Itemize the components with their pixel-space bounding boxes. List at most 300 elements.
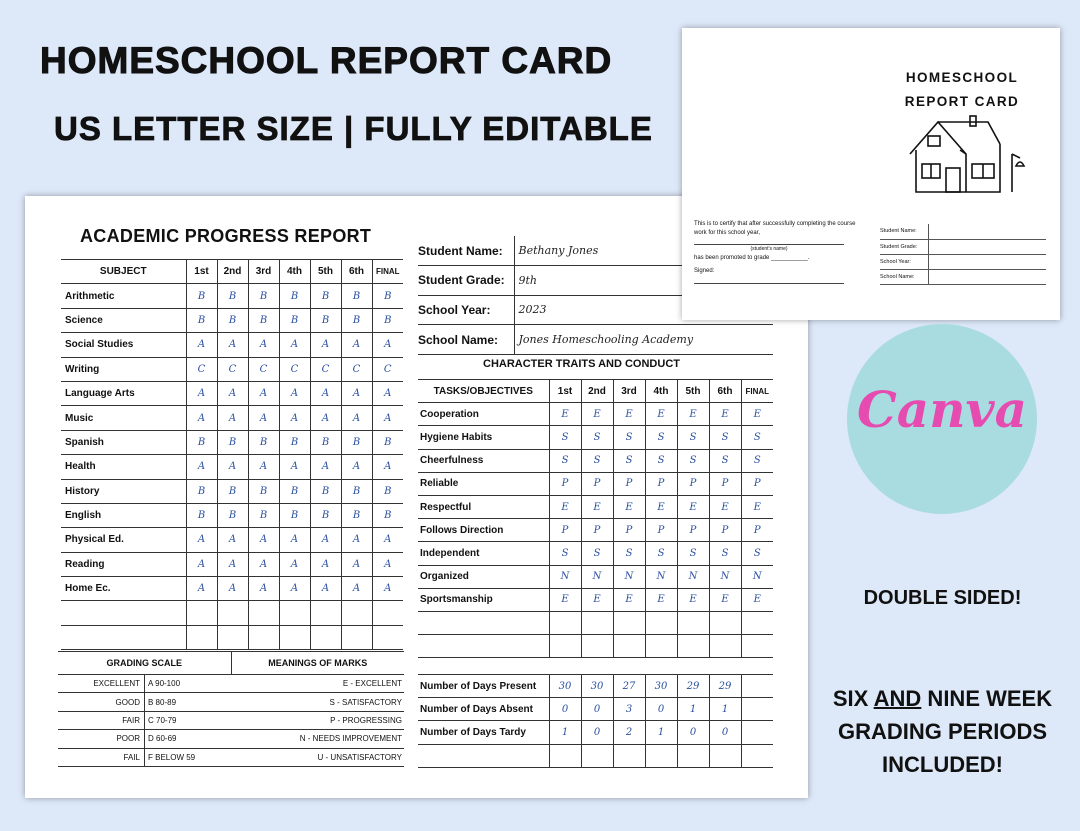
meanings-title: MEANINGS OF MARKS: [231, 652, 405, 674]
attendance-cell: 29: [709, 675, 741, 698]
table-row: [61, 552, 403, 576]
mark-cell: [741, 611, 773, 634]
grade-cell: A: [279, 406, 310, 430]
product-title: HOMESCHOOL REPORT CARD: [40, 40, 613, 81]
grade-range: C 70-79: [148, 715, 177, 725]
attendance-cell: 1: [645, 721, 677, 744]
mark-cell: [677, 611, 709, 634]
attendance-cell: 0: [709, 721, 741, 744]
mark-cell: E: [709, 495, 741, 518]
mark-cell: E: [549, 403, 581, 426]
table-row: [61, 308, 403, 332]
subject-name: Science: [61, 308, 186, 332]
info-label: School Year:: [418, 295, 514, 325]
trait-name: Sportsmanship: [418, 588, 549, 611]
product-subtitle: US LETTER SIZE | FULLY EDITABLE: [54, 110, 653, 147]
table-row: [418, 721, 773, 744]
mark-cell: N: [741, 565, 773, 588]
grade-cell: B: [279, 503, 310, 527]
mark-cell: [709, 611, 741, 634]
mark-meaning: U - UNSATISFACTORY: [317, 752, 402, 762]
grade-cell: A: [372, 381, 403, 405]
subject-name: History: [61, 479, 186, 503]
subject-name: [61, 601, 186, 625]
mark-cell: E: [581, 495, 613, 518]
periods-and: AND: [873, 686, 922, 711]
mark-cell: P: [677, 519, 709, 542]
subject-name: Spanish: [61, 430, 186, 454]
grade-cell: [279, 601, 310, 625]
attendance-cell: [741, 698, 773, 721]
mark-cell: S: [645, 426, 677, 449]
grade-cell: A: [310, 381, 341, 405]
grade-cell: A: [217, 406, 248, 430]
column-header: TASKS/OBJECTIVES: [418, 380, 549, 403]
attendance-label: Number of Days Absent: [418, 698, 549, 721]
grade-cell: C: [372, 357, 403, 381]
cover-field-value: [928, 269, 1046, 284]
subject-name: Health: [61, 455, 186, 479]
table-row: [418, 588, 773, 611]
table-row: [418, 744, 773, 767]
grade-cell: A: [310, 333, 341, 357]
grade-cell: A: [279, 577, 310, 601]
trait-name: Hygiene Habits: [418, 426, 549, 449]
info-value: Jones Homeschooling Academy: [514, 325, 773, 355]
mark-cell: P: [549, 472, 581, 495]
attendance-cell: 0: [581, 721, 613, 744]
grade-cell: B: [186, 430, 217, 454]
trait-name: Cooperation: [418, 403, 549, 426]
mark-cell: E: [709, 588, 741, 611]
grade-cell: A: [279, 381, 310, 405]
grade-cell: A: [341, 333, 372, 357]
grade-cell: C: [341, 357, 372, 381]
column-header: 1st: [186, 260, 217, 284]
column-header: 2nd: [581, 380, 613, 403]
mark-cell: N: [613, 565, 645, 588]
grade-cell: A: [372, 333, 403, 357]
double-sided-note: DOUBLE SIDED!: [863, 587, 1022, 609]
subject-name: English: [61, 503, 186, 527]
grade-cell: A: [310, 406, 341, 430]
trait-name: Organized: [418, 565, 549, 588]
grade-cell: B: [217, 479, 248, 503]
grade-cell: B: [279, 284, 310, 308]
grade-cell: [217, 625, 248, 649]
mark-cell: [645, 635, 677, 658]
grade-cell: B: [372, 430, 403, 454]
grade-cell: A: [341, 455, 372, 479]
subject-name: Social Studies: [61, 333, 186, 357]
table-row: [61, 528, 403, 552]
attendance-label: Number of Days Tardy: [418, 721, 549, 744]
table-row: [61, 381, 403, 405]
grading-scale: [58, 651, 404, 767]
attendance-cell: 1: [677, 698, 709, 721]
grade-cell: A: [186, 528, 217, 552]
report-title: ACADEMIC PROGRESS REPORT: [80, 226, 372, 246]
column-header: 2nd: [217, 260, 248, 284]
grading-row: [58, 675, 404, 693]
trait-name: Reliable: [418, 472, 549, 495]
mark-cell: E: [677, 588, 709, 611]
mark-cell: P: [581, 472, 613, 495]
grade-cell: [372, 601, 403, 625]
cert-text: This is to certify that after successfully completing the course work for this school year,: [694, 221, 856, 236]
mark-cell: S: [613, 542, 645, 565]
grade-cell: A: [310, 577, 341, 601]
subject-name: Language Arts: [61, 381, 186, 405]
grading-row: [58, 693, 404, 711]
grade-cell: A: [341, 406, 372, 430]
mark-cell: E: [613, 495, 645, 518]
mark-cell: S: [709, 449, 741, 472]
mark-cell: [677, 635, 709, 658]
mark-cell: [549, 611, 581, 634]
attendance-cell: 30: [549, 675, 581, 698]
grade-cell: B: [217, 284, 248, 308]
grade-cell: A: [372, 577, 403, 601]
signed-label: Signed:: [694, 268, 715, 274]
grade-cell: A: [217, 381, 248, 405]
cover-field-row: [880, 254, 1046, 269]
column-header: 1st: [549, 380, 581, 403]
info-row: [418, 325, 773, 355]
grade-cell: A: [248, 455, 279, 479]
cover-field-value: [928, 239, 1046, 254]
grade-cell: B: [279, 430, 310, 454]
mark-meaning: E - EXCELLENT: [342, 679, 402, 689]
mark-cell: P: [677, 472, 709, 495]
subject-name: Home Ec.: [61, 577, 186, 601]
mark-meaning: N - NEEDS IMPROVEMENT: [299, 734, 402, 744]
attendance-cell: 0: [549, 698, 581, 721]
attendance-cell: [549, 744, 581, 767]
attendance-cell: [709, 744, 741, 767]
column-header: 5th: [310, 260, 341, 284]
grade-cell: A: [248, 333, 279, 357]
grading-scale-title: GRADING SCALE: [106, 658, 182, 668]
grade-cell: A: [341, 381, 372, 405]
attendance-cell: 27: [613, 675, 645, 698]
grade-cell: C: [186, 357, 217, 381]
grade-cell: A: [186, 552, 217, 576]
cover-title: [882, 66, 1042, 114]
grade-cell: [248, 601, 279, 625]
grade-cell: B: [372, 479, 403, 503]
cover-title-line2: REPORT CARD: [904, 94, 1020, 109]
mark-cell: S: [581, 426, 613, 449]
info-label: Student Grade:: [418, 266, 514, 296]
grade-cell: C: [279, 357, 310, 381]
column-header: FINAL: [741, 380, 773, 403]
mark-cell: S: [709, 426, 741, 449]
mark-cell: [581, 635, 613, 658]
grade-cell: B: [310, 308, 341, 332]
mark-cell: S: [645, 542, 677, 565]
traits-title: CHARACTER TRAITS AND CONDUCT: [483, 358, 680, 370]
grade-level: EXCELLENT: [58, 675, 145, 692]
grade-cell: A: [248, 406, 279, 430]
grade-cell: [310, 601, 341, 625]
table-row: [418, 495, 773, 518]
grade-cell: B: [341, 479, 372, 503]
mark-cell: S: [549, 426, 581, 449]
mark-cell: E: [741, 495, 773, 518]
mark-cell: [613, 611, 645, 634]
grade-level: GOOD: [58, 693, 145, 710]
mark-cell: E: [741, 588, 773, 611]
table-row: [61, 479, 403, 503]
grade-cell: B: [248, 284, 279, 308]
grade-cell: B: [310, 430, 341, 454]
info-value: 2023: [514, 295, 773, 325]
grade-cell: A: [372, 406, 403, 430]
table-row: [61, 455, 403, 479]
column-header: 6th: [341, 260, 372, 284]
mark-meaning: P - PROGRESSING: [330, 715, 402, 725]
grade-cell: B: [341, 503, 372, 527]
table-row: [61, 284, 403, 308]
grade-cell: A: [279, 552, 310, 576]
students-name-caption: (student's name): [750, 246, 788, 252]
attendance-label: [418, 744, 549, 767]
grade-range: A 90-100: [148, 679, 181, 689]
column-header: 4th: [645, 380, 677, 403]
cover-field-label: School Year:: [880, 254, 928, 269]
grade-cell: A: [279, 333, 310, 357]
trait-name: Cheerfulness: [418, 449, 549, 472]
mark-cell: P: [581, 519, 613, 542]
attendance-cell: [741, 675, 773, 698]
info-value: 9th: [514, 266, 773, 296]
mark-cell: E: [709, 403, 741, 426]
trait-name: Independent: [418, 542, 549, 565]
subject-name: [61, 625, 186, 649]
grade-cell: [310, 625, 341, 649]
mark-cell: E: [549, 495, 581, 518]
grade-cell: C: [310, 357, 341, 381]
grade-cell: A: [248, 528, 279, 552]
attendance-label: Number of Days Present: [418, 675, 549, 698]
attendance-cell: 0: [645, 698, 677, 721]
cover-field-row: [880, 269, 1046, 284]
grade-cell: [372, 625, 403, 649]
periods-post: NINE WEEK GRADING PERIODS INCLUDED!: [837, 686, 1053, 777]
mark-cell: E: [645, 403, 677, 426]
grade-range: D 60-69: [148, 734, 177, 744]
grade-cell: B: [310, 479, 341, 503]
mark-cell: S: [677, 542, 709, 565]
mark-meaning: S - SATISFACTORY: [329, 697, 402, 707]
table-row: [418, 675, 773, 698]
attendance-table: [418, 674, 773, 768]
grade-cell: B: [248, 430, 279, 454]
attendance-cell: [645, 744, 677, 767]
grade-cell: C: [248, 357, 279, 381]
trait-name: Follows Direction: [418, 519, 549, 542]
table-row: [61, 406, 403, 430]
grade-cell: [217, 601, 248, 625]
mark-cell: S: [549, 542, 581, 565]
grade-cell: A: [279, 528, 310, 552]
table-row: [61, 357, 403, 381]
mark-cell: E: [677, 403, 709, 426]
attendance-cell: 29: [677, 675, 709, 698]
certificate-text: [694, 220, 864, 284]
grade-cell: [341, 601, 372, 625]
grade-cell: [248, 625, 279, 649]
subject-name: Music: [61, 406, 186, 430]
grade-cell: A: [372, 528, 403, 552]
table-row: [418, 635, 773, 658]
table-row: [61, 601, 403, 625]
column-header: 4th: [279, 260, 310, 284]
grading-row: [58, 730, 404, 748]
house-icon: [908, 114, 1028, 196]
grade-cell: A: [310, 552, 341, 576]
attendance-cell: 3: [613, 698, 645, 721]
subject-grades-table: [61, 259, 403, 650]
grade-cell: A: [217, 577, 248, 601]
table-row: [61, 333, 403, 357]
grade-cell: A: [279, 455, 310, 479]
grade-range: F BELOW 59: [148, 752, 196, 762]
mark-cell: E: [677, 495, 709, 518]
grade-level: FAIR: [58, 712, 145, 729]
attendance-cell: 1: [549, 721, 581, 744]
mark-cell: E: [645, 495, 677, 518]
grade-level: FAIL: [58, 749, 145, 766]
mark-cell: S: [549, 449, 581, 472]
grade-cell: B: [248, 308, 279, 332]
grade-cell: A: [341, 552, 372, 576]
column-header: 3rd: [248, 260, 279, 284]
mark-cell: N: [677, 565, 709, 588]
cover-field-row: [880, 239, 1046, 254]
grade-cell: B: [186, 503, 217, 527]
attendance-cell: 30: [645, 675, 677, 698]
grade-cell: [186, 625, 217, 649]
grading-row: [58, 712, 404, 730]
mark-cell: E: [613, 588, 645, 611]
grade-cell: A: [341, 528, 372, 552]
mark-cell: E: [741, 403, 773, 426]
grading-periods-note: [810, 682, 1075, 781]
attendance-cell: [581, 744, 613, 767]
table-row: [418, 472, 773, 495]
grading-row: [58, 749, 404, 767]
grade-cell: A: [217, 455, 248, 479]
cover-field-row: [880, 224, 1046, 239]
cover-field-label: Student Name:: [880, 224, 928, 239]
grade-cell: B: [372, 308, 403, 332]
table-row: [418, 403, 773, 426]
mark-cell: N: [549, 565, 581, 588]
mark-cell: P: [645, 519, 677, 542]
table-row: [418, 542, 773, 565]
grade-cell: B: [186, 284, 217, 308]
mark-cell: S: [741, 426, 773, 449]
grade-cell: B: [279, 308, 310, 332]
mark-cell: E: [549, 588, 581, 611]
cover-field-value: [928, 254, 1046, 269]
grade-cell: B: [341, 430, 372, 454]
subject-name: Writing: [61, 357, 186, 381]
grade-level: POOR: [58, 730, 145, 747]
promoted-text: has been promoted to grade ___________.: [694, 254, 810, 261]
mark-cell: S: [581, 449, 613, 472]
grade-cell: A: [248, 577, 279, 601]
grade-cell: A: [217, 552, 248, 576]
grade-cell: A: [186, 406, 217, 430]
attendance-cell: 30: [581, 675, 613, 698]
mark-cell: P: [741, 472, 773, 495]
grade-cell: B: [248, 479, 279, 503]
grade-cell: B: [217, 430, 248, 454]
attendance-cell: [613, 744, 645, 767]
grade-cell: B: [372, 503, 403, 527]
grade-cell: A: [372, 552, 403, 576]
mark-cell: P: [741, 519, 773, 542]
column-header: FINAL: [372, 260, 403, 284]
mark-cell: P: [645, 472, 677, 495]
mark-cell: S: [709, 542, 741, 565]
mark-cell: S: [645, 449, 677, 472]
cover-field-value: [928, 224, 1046, 239]
mark-cell: E: [581, 588, 613, 611]
table-row: [61, 503, 403, 527]
info-label: Student Name:: [418, 236, 514, 266]
info-value: Bethany Jones: [514, 236, 773, 266]
cover-field-label: Student Grade:: [880, 239, 928, 254]
mark-cell: [581, 611, 613, 634]
cover-field-label: School Name:: [880, 269, 928, 284]
mark-cell: P: [709, 472, 741, 495]
signature-line: [694, 276, 844, 284]
column-header: 5th: [677, 380, 709, 403]
subject-name: Physical Ed.: [61, 528, 186, 552]
mark-cell: N: [645, 565, 677, 588]
subject-name: Reading: [61, 552, 186, 576]
column-header: SUBJECT: [61, 260, 186, 284]
grade-cell: A: [186, 577, 217, 601]
table-row: [418, 565, 773, 588]
grade-cell: A: [372, 455, 403, 479]
grade-cell: B: [279, 479, 310, 503]
attendance-cell: 1: [709, 698, 741, 721]
grade-cell: A: [217, 333, 248, 357]
attendance-cell: [741, 744, 773, 767]
trait-name: Respectful: [418, 495, 549, 518]
mark-cell: E: [645, 588, 677, 611]
mark-cell: P: [613, 472, 645, 495]
mark-cell: P: [613, 519, 645, 542]
mark-cell: [549, 635, 581, 658]
cover-info-table: [880, 224, 1046, 285]
grade-cell: A: [186, 381, 217, 405]
grade-cell: [186, 601, 217, 625]
table-row: [418, 519, 773, 542]
trait-name: [418, 611, 549, 634]
grade-cell: B: [186, 479, 217, 503]
mark-cell: S: [581, 542, 613, 565]
info-label: School Name:: [418, 325, 514, 355]
table-row: [418, 426, 773, 449]
grade-cell: B: [372, 284, 403, 308]
attendance-cell: 2: [613, 721, 645, 744]
